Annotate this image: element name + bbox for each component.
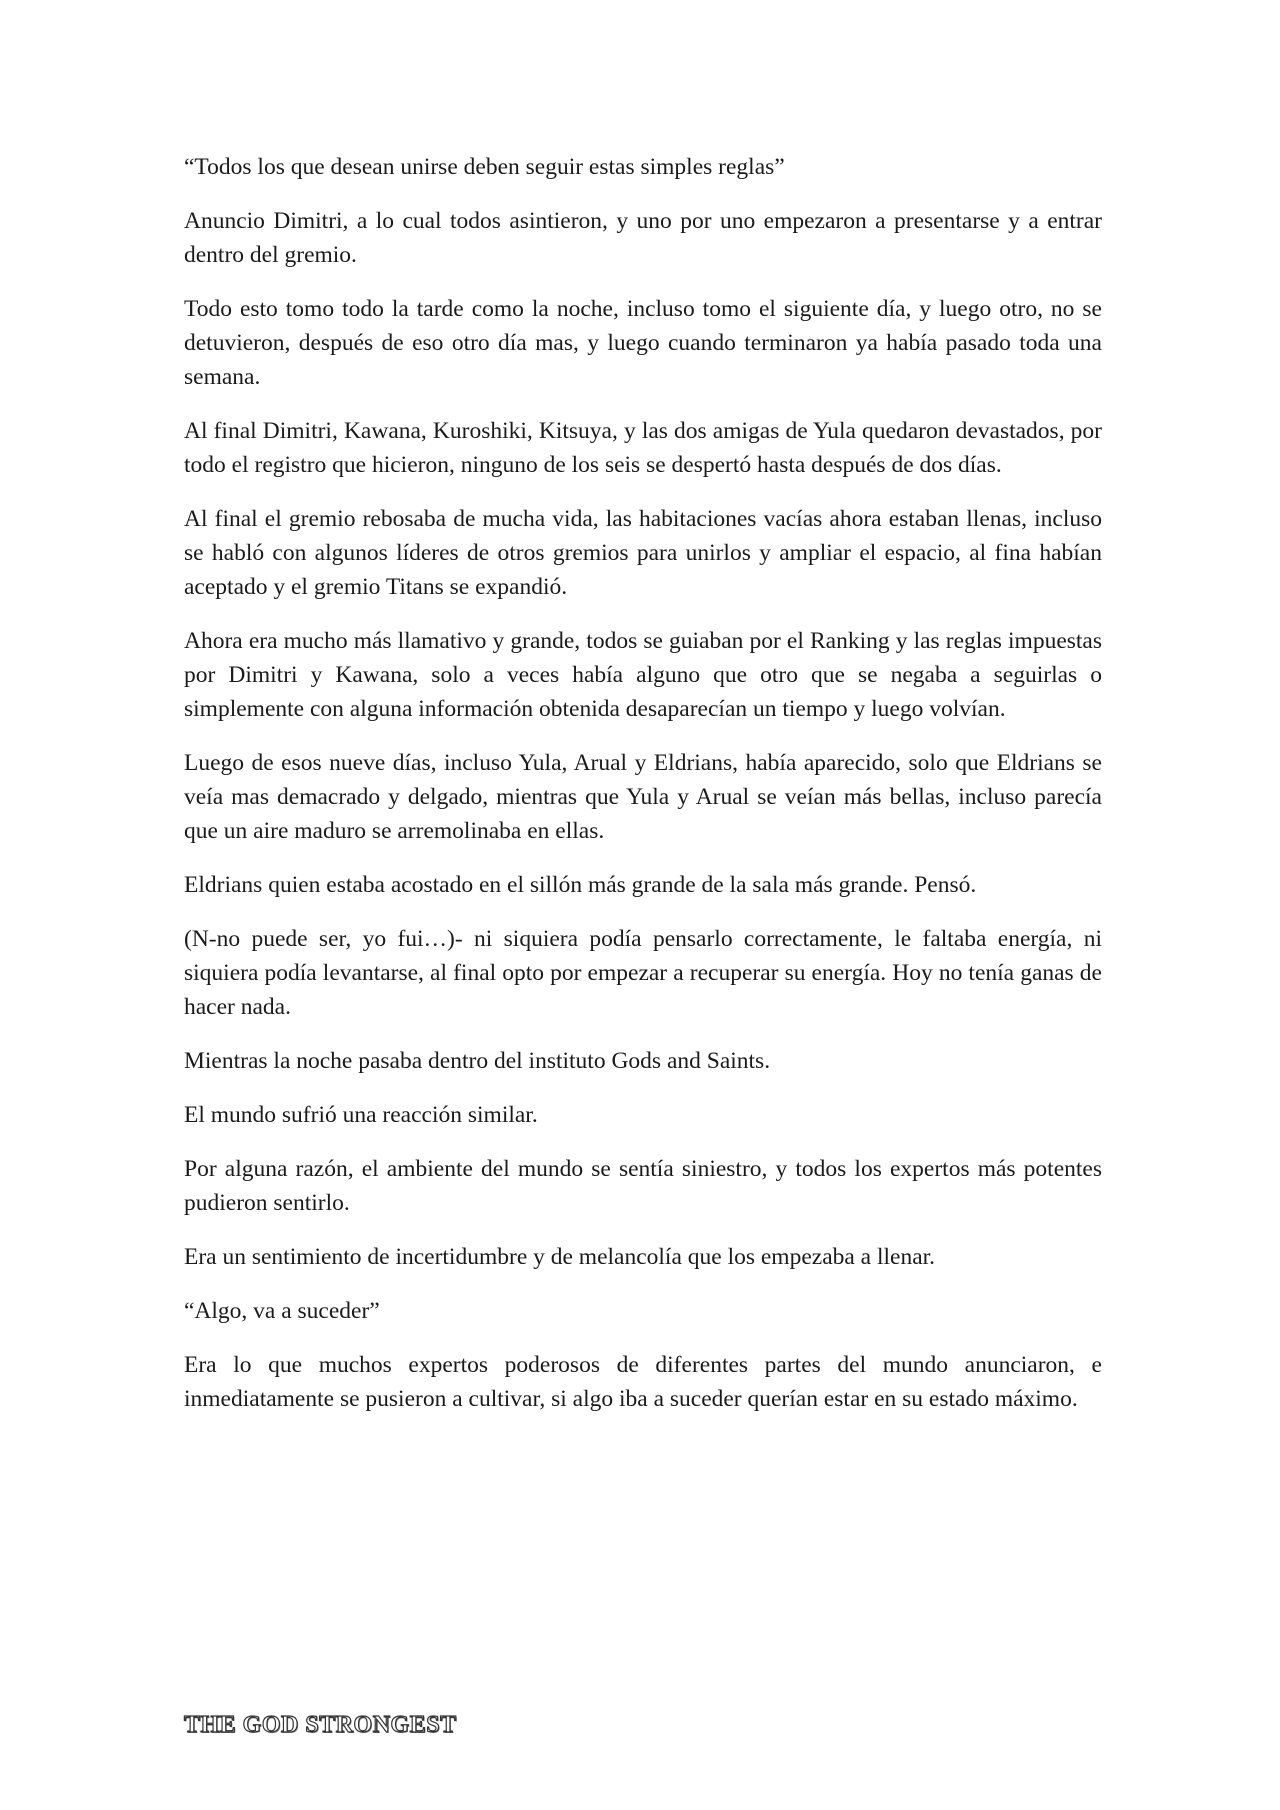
paragraph: Al final Dimitri, Kawana, Kuroshiki, Kitsuya, y las dos amigas de Yula quedaron devastados, por todo el registro que hicieron, ninguno de los seis se despertó hasta después de dos días. [184,418,1102,478]
paragraph: “Algo, va a suceder” [184,1298,380,1324]
paragraph: Eldrians quien estaba acostado en el sillón más grande de la sala más grande. Pensó. [184,872,977,898]
paragraph: Ahora era mucho más llamativo y grande, todos se guiaban por el Ranking y las reglas impuestas por Dimitri y Kawana, solo a veces había alguno que otro que se negaba a seguirlas o simplemente con alguna información obtenida desaparecían un tiempo y luego volvían. [184,628,1102,722]
paragraph: (N-no puede ser, yo fui…)- ni siquiera podía pensarlo correctamente, le faltaba energía, ni siquiera podía levantarse, al final opto por empezar a recuperar su energía. Hoy no tenía ganas de hacer nada. [184,926,1102,1020]
paragraph: Era lo que muchos expertos poderosos de diferentes partes del mundo anunciaron, e inmediatamente se pusieron a cultivar, si algo iba a suceder querían estar en su estado máximo. [184,1352,1102,1412]
paragraph: Todo esto tomo todo la tarde como la noche, incluso tomo el siguiente día, y luego otro, no se detuvieron, después de eso otro día mas, y luego cuando terminaron ya había pasado toda una semana. [184,296,1102,390]
body-text [184,150,1102,1436]
paragraph: Anuncio Dimitri, a lo cual todos asintieron, y uno por uno empezaron a presentarse y a entrar dentro del gremio. [184,208,1102,268]
page-footer: THE GOD STRONGEST [184,1712,457,1738]
paragraph: “Todos los que desean unirse deben seguir estas simples reglas” [184,154,785,180]
paragraph: Luego de esos nueve días, incluso Yula, Arual y Eldrians, había aparecido, solo que Eldrians se veía mas demacrado y delgado, mientras que Yula y Arual se veían más bellas, incluso parecía que un aire maduro se arremolinaba en ellas. [184,750,1102,844]
paragraph: Al final el gremio rebosaba de mucha vida, las habitaciones vacías ahora estaban llenas, incluso se habló con algunos líderes de otros gremios para unirlos y ampliar el espacio, al fina habían aceptado y el gremio Titans se expandió. [184,506,1102,600]
paragraph: El mundo sufrió una reacción similar. [184,1102,538,1128]
paragraph: Era un sentimiento de incertidumbre y de melancolía que los empezaba a llenar. [184,1244,936,1270]
paragraph: Mientras la noche pasaba dentro del instituto Gods and Saints. [184,1048,771,1074]
paragraph: Por alguna razón, el ambiente del mundo se sentía siniestro, y todos los expertos más potentes pudieron sentirlo. [184,1156,1102,1216]
